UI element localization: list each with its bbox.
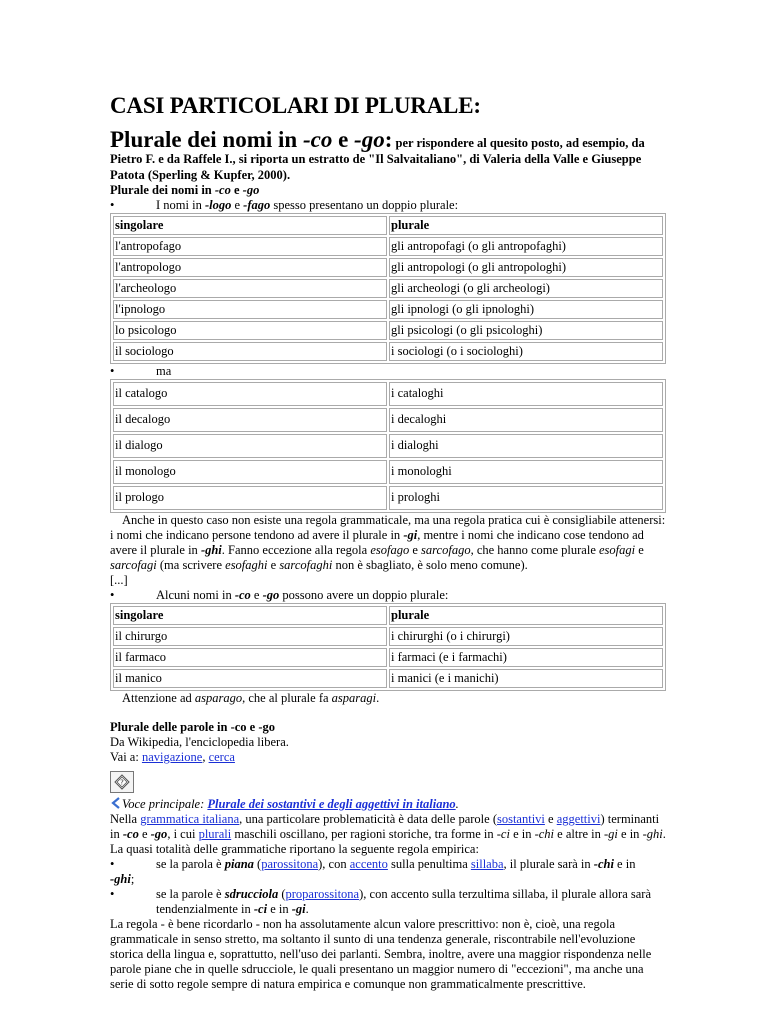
spacer	[110, 706, 666, 720]
table-cell: gli antropologi (o gli antropologhi)	[389, 258, 663, 277]
note-text: Attenzione ad	[122, 691, 195, 705]
attenzione-note	[110, 691, 666, 706]
bullet-text	[156, 857, 635, 872]
suffix-logo: -logo	[204, 198, 232, 212]
main-article-end: .	[455, 797, 459, 811]
table-cell: gli antropofagi (o gli antropofaghi)	[389, 237, 663, 256]
table-cell: gli psicologi (o gli psicologhi)	[389, 321, 663, 340]
wiki-jump-links	[110, 750, 666, 765]
suffix-ghi: -ghi	[110, 872, 131, 886]
bullet-text: e in	[267, 902, 292, 916]
suffix-chi: -chi	[593, 857, 614, 871]
para-text: e	[267, 558, 280, 572]
table-row	[113, 408, 663, 432]
section-heading	[110, 127, 666, 183]
header-plurale: plurale	[389, 216, 663, 235]
bullet-text: ;	[130, 872, 135, 886]
table-row	[113, 669, 663, 688]
plural-table-co-go	[110, 603, 666, 691]
link-plurali[interactable]: plurali	[198, 827, 232, 841]
bullet-dot: •	[110, 887, 115, 901]
heading-go: -go	[354, 127, 385, 152]
table-cell: l'archeologo	[113, 279, 387, 298]
bullet-dot: •	[110, 198, 115, 212]
plural-table-logo	[110, 213, 666, 364]
link-navigazione[interactable]: navigazione	[141, 750, 203, 764]
bullet-text-pre: se la parola è	[156, 857, 225, 871]
header-plurale: plurale	[389, 606, 663, 625]
heading-co: -co	[302, 127, 333, 152]
suffix-gi: -gi	[604, 827, 618, 841]
table-cell: il farmaco	[113, 648, 387, 667]
table-cell: i dialoghi	[389, 434, 663, 458]
bullet-dot: •	[110, 857, 115, 871]
word-asparagi: asparagi	[331, 691, 377, 705]
suffix-ci: -ci	[253, 902, 268, 916]
bullet-item	[110, 588, 666, 603]
para-text: . La quasi totalità delle grammatiche riportano la seguente regola empirica:	[110, 827, 666, 856]
para-text: maschili oscillano, per ragioni storiche, tra forme in	[231, 827, 497, 841]
suffix-ghi: -ghi	[200, 543, 222, 557]
table-row	[113, 382, 663, 406]
heading-note-rest: Pietro F. e da Raffele I., si riporta un estratto de "Il Salvaitaliano", di Valeria della Valle e Giuseppe Patota (Sperling & Kupfer, 2000).	[110, 152, 642, 182]
table-cell: il monologo	[113, 460, 387, 484]
note-text: .	[376, 691, 380, 705]
bullet-text: ma	[156, 364, 172, 378]
link-parossitona[interactable]: parossitona	[261, 857, 319, 871]
header-singolare: singolare	[113, 216, 387, 235]
table-cell: il prologo	[113, 486, 387, 510]
bullet-text	[156, 198, 458, 213]
table-cell: i chirurghi (o i chirurgi)	[389, 627, 663, 646]
table-cell: il decalogo	[113, 408, 387, 432]
link-grammatica-italiana[interactable]: grammatica italiana	[140, 812, 240, 826]
bullet-text: , il plurale sarà in	[503, 857, 594, 871]
para-text: ) terminanti in	[110, 812, 660, 841]
para-text: e	[409, 543, 422, 557]
subtitle-text: Plurale dei nomi in	[110, 183, 215, 197]
word-esofagi: esofagi	[599, 543, 636, 557]
final-paragraph: La regola - è bene ricordarlo - non ha assolutamente alcun valore prescrittivo: non è, cioè, una regola grammaticale in senso stretto, ma soltanto il sunto di una tendenza generale, riscontrabile nell'evoluzione storica della lingua e, soprattutto, nell'uso dei parlanti. Sembra, inoltre, avere una maggior rispondenza nelle parole piane che in quelle sdrucciole, le quali presentano un maggior numero di "eccezioni", ma anche una serie di sotto regole sempre di natura empirica e comunque non grammaticalmente prescrittive.	[110, 917, 652, 991]
word-sarcofaghi: sarcofaghi	[279, 558, 333, 572]
subtitle-co: -co	[214, 183, 231, 197]
wiki-paragraph	[110, 812, 666, 857]
suffix-co: -co	[234, 588, 251, 602]
table-header-row	[113, 216, 663, 235]
para-text: . Fanno eccezione alla regola	[221, 543, 371, 557]
table-row	[113, 300, 663, 319]
word-asparago: asparago	[194, 691, 243, 705]
wiki-heading: Plurale delle parole in -co e -go	[110, 720, 276, 734]
bullet-text-pre: Alcuni nomi in	[156, 588, 235, 602]
link-aggettivi[interactable]: aggettivi	[556, 812, 601, 826]
bullet-item	[110, 364, 666, 379]
link-sillaba[interactable]: sillaba	[470, 857, 504, 871]
table-cell: i farmaci (e i farmachi)	[389, 648, 663, 667]
disambiguation-icon[interactable]	[110, 771, 134, 793]
bullet-and: e	[250, 588, 263, 602]
table-cell: i sociologi (o i sociologhi)	[389, 342, 663, 361]
table-cell: lo psicologo	[113, 321, 387, 340]
bullet-text	[156, 588, 448, 603]
plural-table-exceptions	[110, 379, 666, 513]
bullet-text: ), con accento sulla terzultima sillaba, il plurale allora sarà tendenzialmente in	[156, 887, 651, 916]
bullet-text: .	[305, 902, 309, 916]
table-row	[113, 258, 663, 277]
bullet-and: e	[231, 198, 244, 212]
table-row	[113, 321, 663, 340]
suffix-gi: -gi	[291, 902, 306, 916]
table-header-row	[113, 606, 663, 625]
explanation-paragraph	[110, 513, 666, 588]
header-singolare: singolare	[113, 606, 387, 625]
para-text: (ma scrivere	[156, 558, 226, 572]
bullet-text: (	[253, 857, 262, 871]
table-row	[113, 434, 663, 458]
jump-sep: ,	[202, 750, 209, 764]
bullet-dot: •	[110, 364, 115, 378]
para-text: Anche in questo caso non esiste una regola grammaticale, ma una regola pratica cui è consigliabile attenersi: i nomi che indicano persone tendono ad avere il plurale in	[110, 513, 666, 542]
table-cell: il dialogo	[113, 434, 387, 458]
page-title: CASI PARTICOLARI DI PLURALE:	[110, 93, 481, 118]
bullet-text-post: possono avere un doppio plurale:	[279, 588, 449, 602]
subtitle-go: -go	[242, 183, 260, 197]
para-text: e altre in	[554, 827, 605, 841]
bullet-dot: •	[110, 588, 115, 602]
para-text: e	[544, 812, 557, 826]
table-cell: i cataloghi	[389, 382, 663, 406]
diamond-question-icon	[114, 774, 130, 790]
table-row	[113, 627, 663, 646]
para-text: , una particolare problematicità è data delle parole (	[239, 812, 497, 826]
link-sostantivi[interactable]: sostantivi	[496, 812, 545, 826]
table-row	[113, 648, 663, 667]
link-proparossitona[interactable]: proparossitona	[285, 887, 360, 901]
table-cell: i monologhi	[389, 460, 663, 484]
heading-and: e	[332, 127, 355, 152]
para-text: Nella	[110, 812, 141, 826]
jump-label: Vai a:	[110, 750, 142, 764]
bullet-text-post: spesso presentano un doppio plurale:	[270, 198, 459, 212]
document-body	[110, 92, 666, 992]
bullet-text-pre: I nomi in	[156, 198, 205, 212]
para-text: , che hanno come plurale	[470, 543, 599, 557]
bullet-item	[110, 857, 666, 872]
heading-colon: :	[384, 127, 393, 152]
word-sdrucciola: sdrucciola	[224, 887, 279, 901]
main-article-label: Voce principale:	[122, 797, 208, 811]
table-row	[113, 460, 663, 484]
suffix-go: -go	[262, 588, 280, 602]
wiki-source: Da Wikipedia, l'enciclopedia libera.	[110, 735, 289, 749]
link-main-article[interactable]: Plurale dei sostantivi e degli aggettivi in italiano	[207, 797, 456, 811]
para-text: e in	[509, 827, 535, 841]
table-cell: il sociologo	[113, 342, 387, 361]
table-cell: il manico	[113, 669, 387, 688]
bullet-text: ), con	[318, 857, 350, 871]
suffix-co: -co	[122, 827, 139, 841]
note-text: , che al plurale fa	[242, 691, 332, 705]
heading-note: per rispondere al quesito posto, ad esempio, da	[392, 136, 645, 150]
link-accento[interactable]: accento	[349, 857, 388, 871]
bullet-text: e in	[613, 857, 636, 871]
subtitle	[110, 183, 666, 198]
table-cell: i manici (e i manichi)	[389, 669, 663, 688]
main-article-line	[110, 797, 666, 812]
word-piana: piana	[224, 857, 254, 871]
bullet-text-pre: se la parole è	[156, 887, 225, 901]
para-text: , i cui	[167, 827, 199, 841]
ellipsis: [...]	[110, 573, 128, 587]
bullet-text: sulla penultima	[387, 857, 471, 871]
bullet-item	[110, 887, 666, 917]
para-text: e	[138, 827, 151, 841]
link-cerca[interactable]: cerca	[208, 750, 235, 764]
bullet-item	[110, 198, 666, 213]
table-row	[113, 486, 663, 510]
table-row	[113, 279, 663, 298]
table-cell: il catalogo	[113, 382, 387, 406]
word-sarcofagi: sarcofagi	[110, 558, 157, 572]
table-cell: gli ipnologi (o gli ipnologhi)	[389, 300, 663, 319]
word-sarcofago: sarcofago	[421, 543, 471, 557]
table-cell: i prologhi	[389, 486, 663, 510]
table-cell: il chirurgo	[113, 627, 387, 646]
suffix-go: -go	[150, 827, 168, 841]
suffix-fago: -fago	[243, 198, 271, 212]
table-cell: gli archeologi (o gli archeologi)	[389, 279, 663, 298]
para-text: e in	[617, 827, 643, 841]
suffix-ci: -ci	[496, 827, 510, 841]
suffix-chi: -chi	[534, 827, 555, 841]
suffix-ghi: -ghi	[642, 827, 663, 841]
para-text: non è sbagliato, è solo meno comune).	[332, 558, 528, 572]
table-cell: l'ipnologo	[113, 300, 387, 319]
table-cell: i decaloghi	[389, 408, 663, 432]
subtitle-and: e	[230, 183, 243, 197]
word-esofago: esofago	[370, 543, 410, 557]
para-text: e	[635, 543, 644, 557]
bullet-text	[156, 887, 666, 917]
suffix-gi: -gi	[403, 528, 418, 542]
table-cell: l'antropofago	[113, 237, 387, 256]
bullet-continuation	[110, 872, 666, 887]
arrow-left-icon	[110, 797, 122, 809]
table-row	[113, 237, 663, 256]
bullet-text: (	[278, 887, 286, 901]
table-row	[113, 342, 663, 361]
table-cell: l'antropologo	[113, 258, 387, 277]
para-text: , mentre i nomi che indicano cose tendono ad avere il plurale in	[110, 528, 644, 557]
heading-text: Plurale dei nomi in	[110, 127, 303, 152]
svg-text:?: ?	[120, 778, 124, 787]
word-esofaghi: esofaghi	[225, 558, 268, 572]
